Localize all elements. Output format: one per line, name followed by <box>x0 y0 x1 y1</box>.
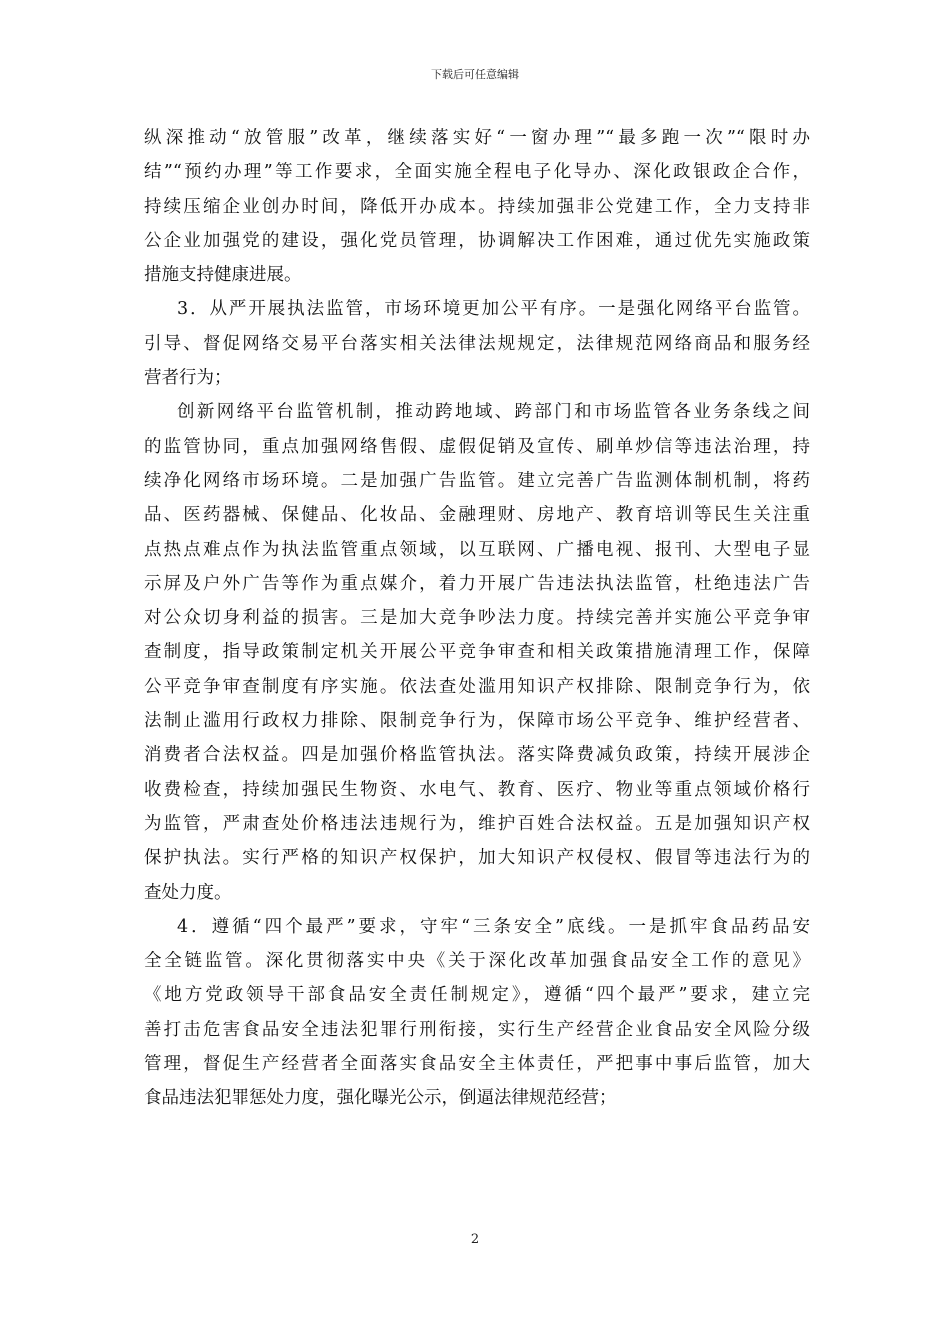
text-line: 创新网络平台监管机制，推动跨地域、跨部门和市场监管各业务条线之间 <box>177 402 810 423</box>
text-line: 为监管，严肃查处价格违法违规行为，维护百姓合法权益。五是加强知识产权 <box>144 813 810 834</box>
text-line: 续净化网络市场环境。二是加强广告监管。建立完善广告监测体制机制，将药 <box>144 470 810 491</box>
text-line: 公企业加强党的建设，强化党员管理，协调解决工作困难，通过优先实施政策 <box>144 230 810 251</box>
text-line: 对公众切身利益的损害。三是加大竞争吵法力度。持续完善并实施公平竞争审 <box>144 608 810 629</box>
text-line: 结”“预约办理”等工作要求，全面实施全程电子化导办、深化政银政企合作， <box>144 162 810 183</box>
text-line: 公平竞争审查制度有序实施。依法查处滥用知识产权排除、限制竞争行为，依 <box>144 676 810 697</box>
paragraph <box>144 121 810 292</box>
text-line: 措施支持健康进展。 <box>144 265 302 286</box>
page-header: 下载后可任意编辑 <box>431 68 519 81</box>
paragraph <box>144 395 810 909</box>
text-line: 管理，督促生产经营者全面落实食品安全主体责任，严把事中事后监管，加大 <box>144 1054 810 1075</box>
text-line: 营者行为； <box>144 368 232 389</box>
text-line: 4．遵循“四个最严”要求，守牢“三条安全”底线。一是抓牢食品药品安 <box>177 916 810 937</box>
document-body <box>144 121 810 1116</box>
text-line: 的监管协同，重点加强网络售假、虚假促销及宣传、刷单炒信等违法治理，持 <box>144 436 810 457</box>
text-line: 查制度，指导政策制定机关开展公平竞争审查和相关政策措施清理工作，保障 <box>144 642 810 663</box>
text-line: 收费检查，持续加强民生物资、水电气、教育、医疗、物业等重点领域价格行 <box>144 779 810 800</box>
text-line: 善打击危害食品安全违法犯罪行刑衔接，实行生产经营企业食品安全风险分级 <box>144 1019 810 1040</box>
text-line: 引导、督促网络交易平台落实相关法律法规规定，法律规范网络商品和服务经 <box>144 333 810 354</box>
text-line: 示屏及户外广告等作为重点媒介，着力开展广告违法执法监管，杜绝违法广告 <box>144 573 810 594</box>
text-line: 查处力度。 <box>144 882 232 903</box>
paragraph <box>144 292 810 395</box>
text-line: 3．从严开展执法监管，市场环境更加公平有序。一是强化网络平台监管。 <box>177 299 810 320</box>
text-line: 法制止滥用行政权力排除、限制竞争行为，保障市场公平竞争、维护经营者、 <box>144 711 810 732</box>
page-number: 2 <box>470 1232 480 1247</box>
text-line: 点热点难点作为执法监管重点领域，以互联网、广播电视、报刊、大型电子显 <box>144 539 810 560</box>
text-line: 保护执法。实行严格的知识产权保护，加大知识产权侵权、假冒等违法行为的 <box>144 848 810 869</box>
text-line: 全全链监管。深化贯彻落实中央《关于深化改革加强食品安全工作的意见》 <box>144 951 810 972</box>
text-line: 《地方党政领导干部食品安全责任制规定》，遵循“四个最严”要求，建立完 <box>144 985 810 1006</box>
text-line: 食品违法犯罪惩处力度，强化曝光公示，倒逼法律规范经营； <box>144 1088 617 1109</box>
text-line: 消费者合法权益。四是加强价格监管执法。落实降费减负政策，持续开展涉企 <box>144 745 810 766</box>
text-line: 持续压缩企业创办时间，降低开办成本。持续加强非公党建工作，全力支持非 <box>144 196 810 217</box>
paragraph <box>144 910 810 1116</box>
text-line: 纵深推动“放管服”改革，继续落实好“一窗办理”“最多跑一次”“限时办 <box>144 128 810 148</box>
text-line: 品、医药器械、保健品、化妆品、金融理财、房地产、教育培训等民生关注重 <box>144 505 810 526</box>
